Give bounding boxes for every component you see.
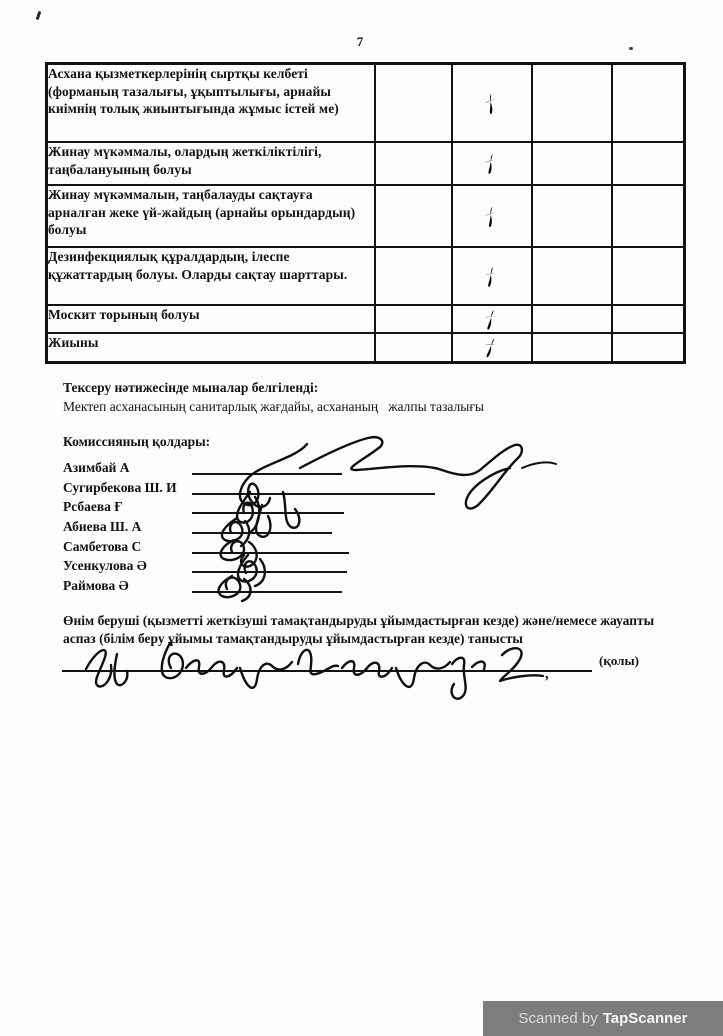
empty-cell: [612, 185, 685, 247]
signature-line: [192, 591, 342, 593]
table-row: [47, 333, 685, 363]
commission-member-row: [63, 459, 583, 479]
checkmark-cell: [452, 185, 532, 247]
empty-cell: [612, 64, 685, 143]
table-row: [47, 64, 685, 143]
table-row: [47, 247, 685, 305]
checkmark-cell: [452, 142, 532, 185]
member-name: Рсбаева Ғ: [63, 499, 123, 515]
empty-cell: [532, 247, 612, 305]
row-label: Жиыны: [47, 333, 375, 363]
empty-cell: [375, 64, 452, 143]
checkmark-icon: [481, 203, 503, 229]
checkmark-cell: [452, 247, 532, 305]
empty-cell: [532, 185, 612, 247]
checkmark-cell: [452, 64, 532, 143]
signature-line: [192, 493, 435, 495]
signature-line: [192, 552, 349, 554]
member-name: Абиева Ш. А: [63, 519, 142, 535]
row-label: Жинау мүкәммалын, таңбалауды сақтауға арналған жеке үй-жайдың (арнайы орындардың) болуы: [47, 185, 375, 247]
empty-cell: [375, 333, 452, 363]
page-number: 7: [356, 34, 364, 49]
results-text: Мектеп асханасының санитарлық жағдайы, асхананың жалпы тазалығы: [63, 399, 484, 414]
empty-cell: [375, 185, 452, 247]
checkmark-icon: [480, 89, 504, 116]
scan-comma: ,: [545, 666, 549, 682]
scan-speck: [629, 47, 633, 50]
empty-cell: [612, 305, 685, 333]
empty-cell: [532, 142, 612, 185]
member-name: Раймова Ә: [63, 578, 129, 594]
row-label: Жинау мүкәммалы, олардың жеткіліктілігі, таңбалануының болуы: [47, 142, 375, 185]
signature-line: [192, 512, 344, 514]
checkmark-icon: [479, 305, 504, 333]
row-label: Дезинфекциялық құралдардың, ілеспе құжаттардың болуы. Оларды сақтау шарттары.: [47, 247, 375, 305]
commission-list: [63, 459, 583, 597]
commission-member-row: [63, 557, 583, 577]
supplier-paragraph: Өнім беруші (қызметті жеткізуші тамақтандыруды ұйымдастырған кезде) және/немесе жауапты аспаз (білім беру ұйымы тамақтандыруды ұйымдастырған кезде) танысты: [63, 613, 655, 646]
member-name: Усенкулова Ә: [63, 558, 147, 574]
empty-cell: [375, 142, 452, 185]
checkmark-cell: [452, 333, 532, 363]
inspection-table-body: [47, 64, 685, 363]
empty-cell: [375, 247, 452, 305]
signature-line: [192, 532, 332, 534]
empty-cell: [612, 333, 685, 363]
checkmark-cell: [452, 305, 532, 333]
row-label: Москит торының болуы: [47, 305, 375, 333]
commission-member-row: [63, 498, 583, 518]
commission-member-row: [63, 518, 583, 538]
table-row: [47, 185, 685, 247]
row-label: Асхана қызметкерлерінің сыртқы келбеті (форманың тазалығы, ұқыптылығы, арнайы киімнің толық жиынтығында жұмыс істей ме): [47, 64, 375, 143]
table-row: [47, 305, 685, 333]
checkmark-icon: [478, 333, 504, 362]
empty-cell: [612, 247, 685, 305]
empty-cell: [375, 305, 452, 333]
signature-line: [192, 571, 347, 573]
watermark-prefix: Scanned by: [518, 1010, 598, 1027]
commission-heading: Комиссияның қолдары:: [63, 434, 211, 449]
watermark-brand: TapScanner: [602, 1010, 688, 1027]
scan-speck: [36, 11, 42, 20]
member-name: Самбетова С: [63, 538, 142, 554]
commission-member-row: [63, 538, 583, 558]
checkmark-icon: [480, 263, 503, 289]
empty-cell: [532, 305, 612, 333]
empty-cell: [532, 64, 612, 143]
results-heading: Тексеру нәтижесінде мыналар белгіленді:: [63, 380, 319, 395]
empty-cell: [612, 142, 685, 185]
checkmark-icon: [481, 151, 503, 177]
table-row: [47, 142, 685, 185]
signature-label: (қолы): [599, 653, 639, 668]
commission-member-row: [63, 577, 583, 597]
signature-line: [192, 473, 342, 475]
member-name: Азимбай А: [63, 460, 130, 475]
footer-signature-line: [62, 670, 592, 672]
member-name: Сугирбекова Ш. И: [63, 479, 177, 495]
inspection-table: [45, 62, 686, 364]
commission-member-row: [63, 479, 583, 499]
tapscanner-watermark: [483, 1001, 723, 1036]
empty-cell: [532, 333, 612, 363]
